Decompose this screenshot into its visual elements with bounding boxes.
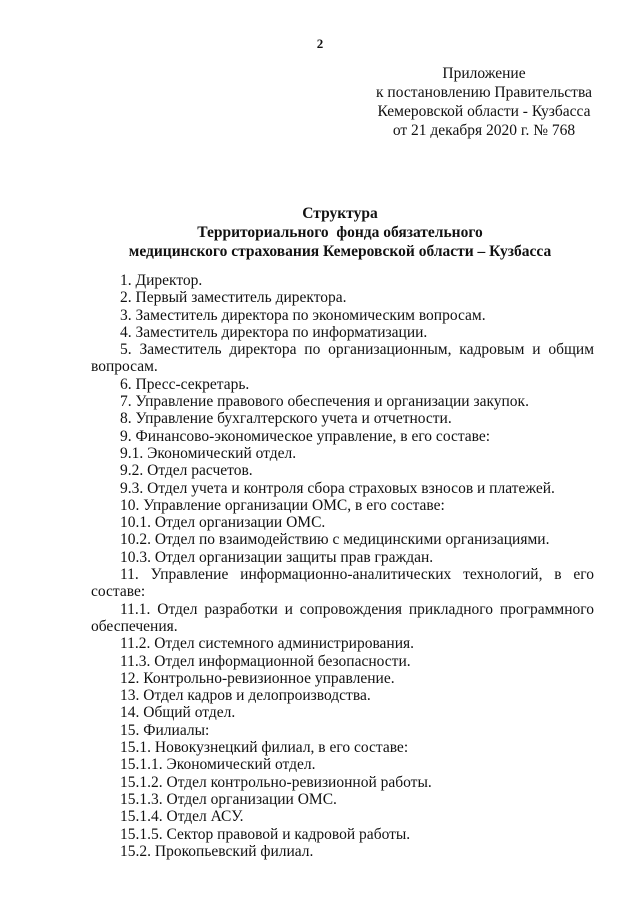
appendix-label: Приложение — [442, 65, 526, 82]
list-item: 9.1. Экономический отдел. — [120, 444, 297, 462]
list-item: 15.1.5. Сектор правовой и кадровой работы. — [120, 825, 411, 843]
list-item: 15.1.4. Отдел АСУ. — [120, 808, 244, 826]
title-line-1: Структура — [302, 205, 378, 222]
list-item: 11. Управление информационно-аналитических технологий, в его составе: — [91, 566, 594, 601]
list-item: 15.1.3. Отдел организации ОМС. — [120, 790, 337, 808]
list-item: 9.2. Отдел расчетов. — [120, 462, 253, 480]
list-item: 13. Отдел кадров и делопроизводства. — [120, 687, 371, 705]
list-item: 11.1. Отдел разработки и сопровождения прикладного программного обеспечения. — [91, 600, 594, 635]
list-item: 11.2. Отдел системного администрирования. — [120, 635, 415, 653]
appendix-resolution: к постановлению Правительства — [376, 84, 592, 101]
list-item: 3. Заместитель директора по экономическим вопросам. — [120, 306, 486, 324]
list-item: 15.1.1. Экономический отдел. — [120, 756, 316, 774]
list-item: 15.2. Прокопьевский филиал. — [120, 842, 314, 860]
list-item: 10.2. Отдел по взаимодействию с медицинскими организациями. — [120, 531, 550, 549]
list-item: 7. Управление правового обеспечения и организации закупок. — [120, 393, 529, 411]
list-item: 10.3. Отдел организации защиты прав граждан. — [120, 548, 434, 566]
list-item: 10.1. Отдел организации ОМС. — [120, 514, 326, 532]
list-item: 1. Директор. — [120, 272, 203, 289]
list-item: 6. Пресс-секретарь. — [120, 375, 250, 393]
list-item: 2. Первый заместитель директора. — [120, 289, 347, 307]
appendix-block — [362, 64, 606, 140]
list-item: 10. Управление организации ОМС, в его составе: — [120, 496, 445, 514]
title-line-2: Территориального фонда обязательного — [197, 224, 483, 241]
list-item: 12. Контрольно-ревизионное управление. — [120, 669, 395, 687]
appendix-date-number: от 21 декабря 2020 г. № 768 — [392, 122, 576, 139]
list-item: 11.3. Отдел информационной безопасности. — [120, 652, 411, 670]
title-line-3: медицинского страхования Кемеровской области – Кузбасса — [128, 243, 552, 260]
appendix-government: Кемеровской области - Кузбасса — [377, 103, 591, 120]
list-item: 9. Финансово-экономическое управление, в его составе: — [120, 427, 491, 445]
page-number: 2 — [316, 36, 324, 51]
list-item: 8. Управление бухгалтерского учета и отчетности. — [120, 410, 452, 428]
list-item: 15.1. Новокузнецкий филиал, в его составе: — [120, 739, 409, 757]
list-item: 4. Заместитель директора по информатизации. — [120, 323, 428, 341]
structure-list — [91, 272, 594, 860]
list-item: 5. Заместитель директора по организационным, кадровым и общим вопросам. — [91, 341, 594, 376]
list-item: 9.3. Отдел учета и контроля сбора страховых взносов и платежей. — [120, 479, 555, 497]
list-item: 14. Общий отдел. — [120, 704, 236, 722]
document-title — [60, 204, 620, 261]
list-item: 15.1.2. Отдел контрольно-ревизионной работы. — [120, 773, 432, 791]
list-item: 15. Филиалы: — [120, 721, 210, 739]
